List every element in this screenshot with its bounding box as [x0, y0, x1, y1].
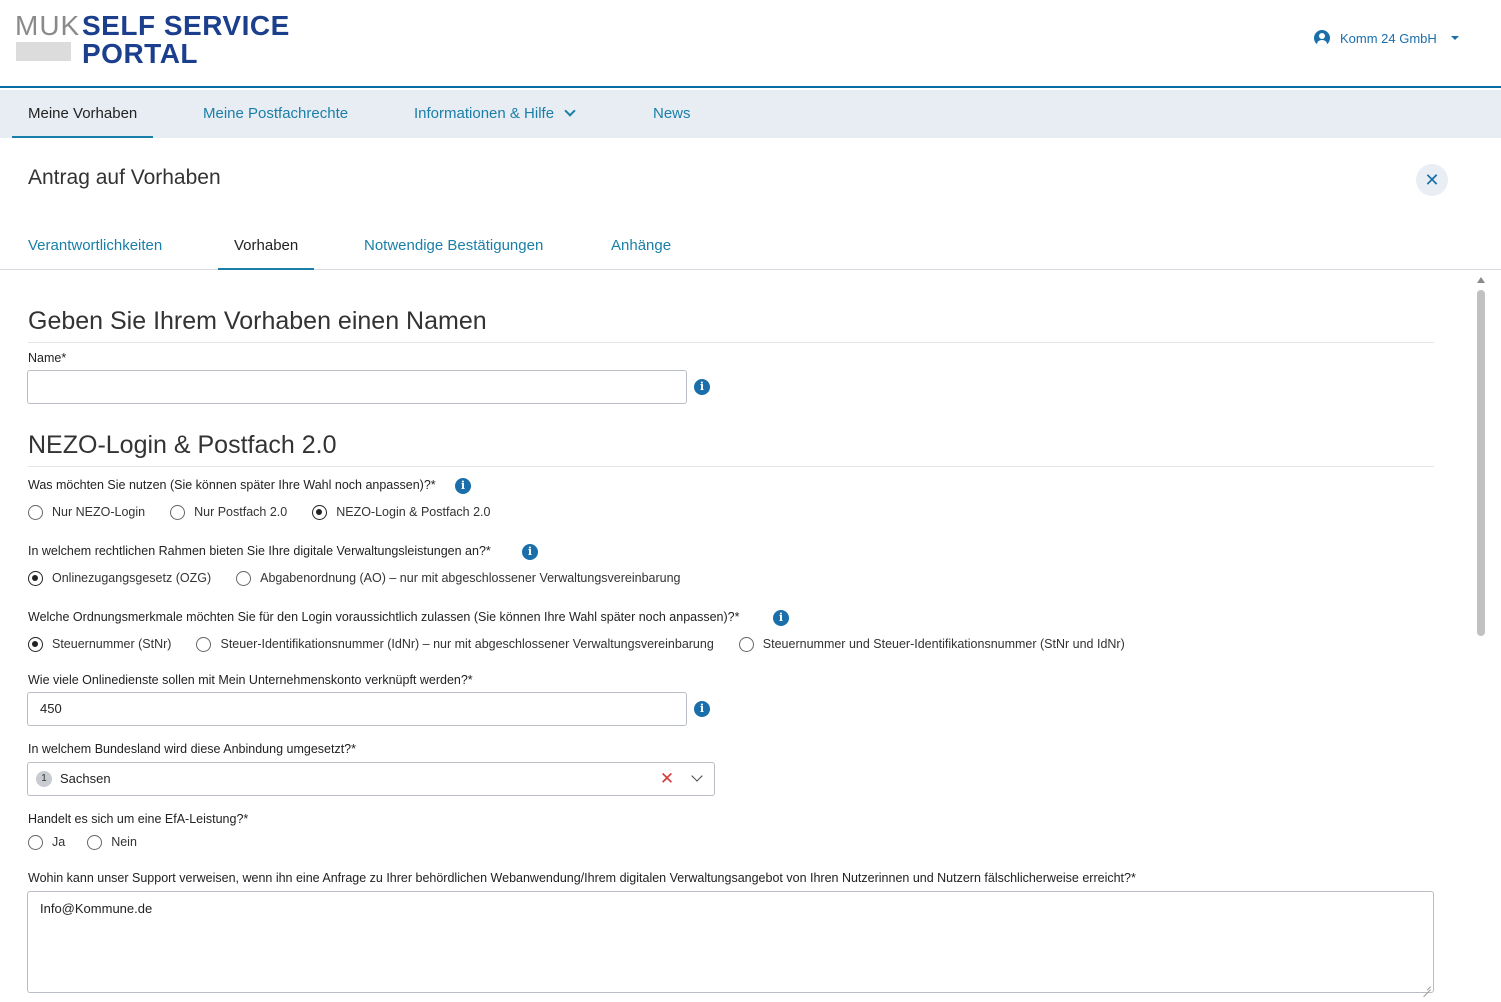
scrollbar[interactable]: [1476, 274, 1486, 1002]
radio-option-idnr[interactable]: [196, 637, 713, 652]
radio-label: Steuernummer (StNr): [52, 637, 172, 651]
scroll-up-arrow-icon[interactable]: [1477, 277, 1485, 283]
support-question-label: Wohin kann unser Support verweisen, wenn ihn eine Anfrage zu Ihrer behördlichen Webanwendung/Ihrem digitalen Verwaltungsangebot von Ihren Nutzerinnen und Nutzern fälschlicherweise erreicht?*: [28, 871, 1136, 885]
radio-option-ao[interactable]: [236, 571, 680, 586]
selection-count-badge: 1: [36, 771, 52, 787]
usage-radio-group: [28, 503, 514, 521]
logo-muk-text: MUK: [15, 10, 81, 41]
usage-question-label: Was möchten Sie nutzen (Sie können später Ihre Wahl noch anpassen)?*: [28, 478, 436, 492]
tab-anhaenge[interactable]: Anhänge: [611, 237, 672, 254]
tab-notwendige-bestaetigungen[interactable]: Notwendige Bestätigungen: [364, 237, 544, 254]
info-icon[interactable]: i: [773, 610, 789, 626]
criteria-radio-group: [28, 635, 1149, 653]
radio-label: Ja: [52, 835, 66, 849]
radio-button[interactable]: [196, 637, 211, 652]
radio-option-stnr-idnr[interactable]: [739, 637, 1125, 652]
clear-x-icon[interactable]: ✕: [659, 769, 675, 788]
user-circle-icon: [1314, 30, 1330, 46]
nav-item-label: Informationen & Hilfe: [414, 105, 555, 122]
state-question-label: In welchem Bundesland wird diese Anbindung umgesetzt?*: [28, 742, 356, 756]
nav-item-meine-vorhaben[interactable]: [28, 90, 137, 138]
header: [0, 0, 1501, 88]
legal-radio-group: [28, 569, 705, 587]
chevron-down-icon[interactable]: [691, 770, 702, 781]
section-divider: [28, 342, 1434, 343]
radio-option-nur-nezo-login[interactable]: [28, 505, 145, 520]
form-tabs: [0, 224, 1501, 270]
nav-item-informationen-hilfe[interactable]: [414, 90, 574, 138]
radio-option-ozg[interactable]: [28, 571, 211, 586]
radio-option-nezo-login-postfach[interactable]: [312, 505, 490, 520]
user-menu[interactable]: [1314, 28, 1459, 48]
efa-question-label: Handelt es sich um eine EfA-Leistung?*: [28, 812, 249, 826]
section-divider: [28, 466, 1434, 467]
logo-gray-block: [16, 42, 71, 61]
close-icon: ✕: [1424, 170, 1440, 190]
section-title-nezo: NEZO-Login & Postfach 2.0: [28, 431, 337, 459]
tab-vorhaben[interactable]: Vorhaben: [234, 224, 298, 269]
nav-item-label: Meine Vorhaben: [28, 105, 138, 122]
nav-item-label: News: [653, 105, 691, 122]
close-button[interactable]: [1416, 164, 1448, 196]
tab-verantwortlichkeiten[interactable]: Verantwortlichkeiten: [28, 237, 163, 254]
section-title-name: Geben Sie Ihrem Vorhaben einen Namen: [28, 307, 487, 335]
radio-label: Abgabenordnung (AO) – nur mit abgeschlossener Verwaltungsvereinbarung: [260, 571, 681, 585]
muk-logo[interactable]: [15, 10, 290, 70]
name-label: Name*: [28, 351, 67, 365]
info-icon[interactable]: i: [455, 478, 471, 494]
radio-label: NEZO-Login & Postfach 2.0: [336, 505, 491, 519]
radio-option-nein[interactable]: [87, 835, 137, 850]
radio-button[interactable]: [28, 835, 43, 850]
count-question-label: Wie viele Onlinedienste sollen mit Mein Unternehmenskonto verknüpft werden?*: [28, 673, 473, 687]
radio-label: Nur NEZO-Login: [52, 505, 146, 519]
logo-title-line1: SELF SERVICE: [82, 10, 290, 41]
radio-label: Steuer-Identifikationsnummer (IdNr) – nur mit abgeschlossener Verwaltungsvereinbarung: [220, 637, 714, 651]
radio-label: Nur Postfach 2.0: [194, 505, 288, 519]
radio-button[interactable]: [739, 637, 754, 652]
resize-handle-icon[interactable]: [1423, 982, 1431, 990]
legal-question-label: In welchem rechtlichen Rahmen bieten Sie Ihre digitale Verwaltungsleistungen an?*: [28, 544, 491, 558]
radio-option-stnr[interactable]: [28, 637, 171, 652]
efa-radio-group: [28, 833, 161, 851]
logo-title-line2: PORTAL: [82, 38, 199, 69]
main-nav: [0, 90, 1501, 138]
radio-button[interactable]: [170, 505, 185, 520]
radio-button-checked[interactable]: [28, 571, 43, 586]
radio-button[interactable]: [28, 505, 43, 520]
radio-button-checked[interactable]: [28, 637, 43, 652]
radio-button[interactable]: [236, 571, 251, 586]
support-contact-textarea[interactable]: [27, 891, 1434, 993]
online-services-count-input[interactable]: 450: [27, 692, 687, 726]
radio-label: Steuernummer und Steuer-Identifikationsnummer (StNr und IdNr): [762, 637, 1125, 651]
user-name: Komm 24 GmbH: [1340, 30, 1437, 46]
radio-option-ja[interactable]: [28, 835, 65, 850]
textarea-value: Info@Kommune.de: [40, 901, 153, 916]
radio-option-nur-postfach[interactable]: [170, 505, 287, 520]
selected-state-value: Sachsen: [60, 771, 111, 786]
radio-button[interactable]: [87, 835, 102, 850]
nav-item-label: Meine Postfachrechte: [203, 105, 349, 122]
nav-item-news[interactable]: [653, 90, 691, 138]
state-select[interactable]: [27, 762, 715, 796]
chevron-down-icon: [564, 105, 575, 116]
radio-button-checked[interactable]: [312, 505, 327, 520]
page-title: Antrag auf Vorhaben: [28, 166, 221, 189]
scrollbar-thumb[interactable]: [1477, 290, 1485, 636]
info-icon[interactable]: i: [694, 701, 710, 717]
info-icon[interactable]: i: [694, 379, 710, 395]
caret-down-icon: [1451, 36, 1459, 40]
info-icon[interactable]: i: [522, 544, 538, 560]
radio-label: Nein: [111, 835, 137, 849]
radio-label: Onlinezugangsgesetz (OZG): [52, 571, 212, 585]
nav-item-meine-postfachrechte[interactable]: [203, 90, 348, 138]
criteria-question-label: Welche Ordnungsmerkmale möchten Sie für den Login voraussichtlich zulassen (Sie können Ihre Wahl später noch anpassen)?*: [28, 610, 740, 624]
name-input[interactable]: [27, 370, 687, 404]
